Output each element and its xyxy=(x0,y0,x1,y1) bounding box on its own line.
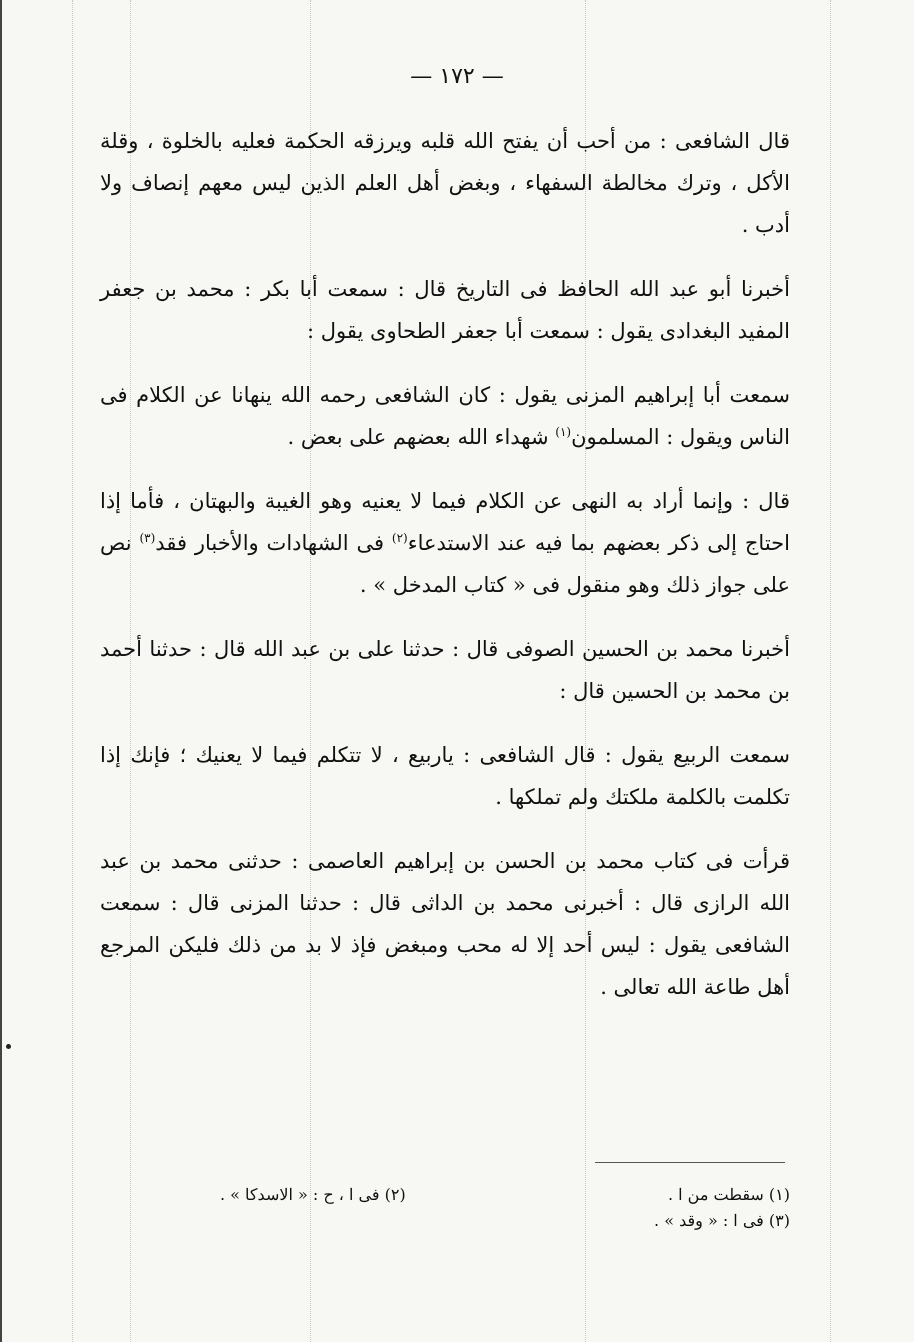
footnote-1: (١) سقطت من ا . xyxy=(667,1185,790,1204)
footnote-ref: (٢) xyxy=(391,531,408,545)
footnotes xyxy=(220,1182,790,1234)
paragraph-text: شهداء الله بعضهم على بعض . xyxy=(287,425,549,449)
scan-line xyxy=(72,0,73,1342)
footnote-ref: (٣) xyxy=(139,531,156,545)
footnote-ref: (١) xyxy=(555,425,572,439)
paragraph-text: سمعت أبا إبراهيم المزنى يقول : كان الشافعى رحمه الله ينهانا عن الكلام فى الناس ويقول : المسلمون xyxy=(100,383,790,449)
paragraph: أخبرنا محمد بن الحسين الصوفى قال : حدثنا على بن عبد الله قال : حدثنا أحمد بن محمد بن الحسين قال : xyxy=(100,637,790,703)
paragraph-text: فى الشهادات والأخبار فقد xyxy=(155,531,384,555)
paragraph-text: نص على جواز ذلك وهو منقول فى « كتاب المدخل » . xyxy=(100,531,790,597)
paragraph-text: قال : وإنما أراد به النهى عن الكلام فيما لا يعنيه وهو الغيبة والبهتان ، فأما إذا احتاج إلى ذكر بعضهم بما فيه عند الاستدعاء xyxy=(100,489,790,555)
scan-line xyxy=(830,0,831,1342)
footnote-2: (٢) فى ا ، ح : « الاسدكا » . xyxy=(220,1185,406,1204)
paragraph: قرأت فى كتاب محمد بن الحسن بن إبراهيم العاصمى : حدثنى محمد بن عبد الله الرازى قال : أخبرنى محمد بن الداثى قال : حدثنا المزنى قال : سمعت الشافعى يقول : ليس أحد إلا له محب ومبغض فإذ لا بد من ذلك فليكن المرجع أهل طاعة الله تعالى . xyxy=(100,849,790,999)
paragraph: قال الشافعى : من أحب أن يفتح الله قلبه ويرزقه الحكمة فعليه بالخلوة ، وقلة الأكل ، وترك مخالطة السفهاء ، وبغض أهل العلم الذين ليس معهم إنصاف ولا أدب . xyxy=(100,129,790,237)
paragraph: أخبرنا أبو عبد الله الحافظ فى التاريخ قال : سمعت أبا بكر : محمد بن جعفر المفيد البغدادى يقول : سمعت أبا جعفر الطحاوى يقول : xyxy=(100,277,790,343)
footnote-divider xyxy=(595,1162,785,1163)
page-number: — ١٧٢ — xyxy=(410,64,504,89)
margin-mark xyxy=(6,1044,11,1049)
body-text xyxy=(100,120,790,1030)
footnote-3: (٣) فى ا : « وقد » . xyxy=(654,1211,790,1230)
paragraph xyxy=(100,480,790,606)
paragraph: سمعت الربيع يقول : قال الشافعى : ياربيع ، لا تتكلم فيما لا يعنيك ؛ فإنك إذا تكلمت بالكلمة ملكتك ولم تملكها . xyxy=(100,743,790,809)
paragraph xyxy=(100,374,790,458)
